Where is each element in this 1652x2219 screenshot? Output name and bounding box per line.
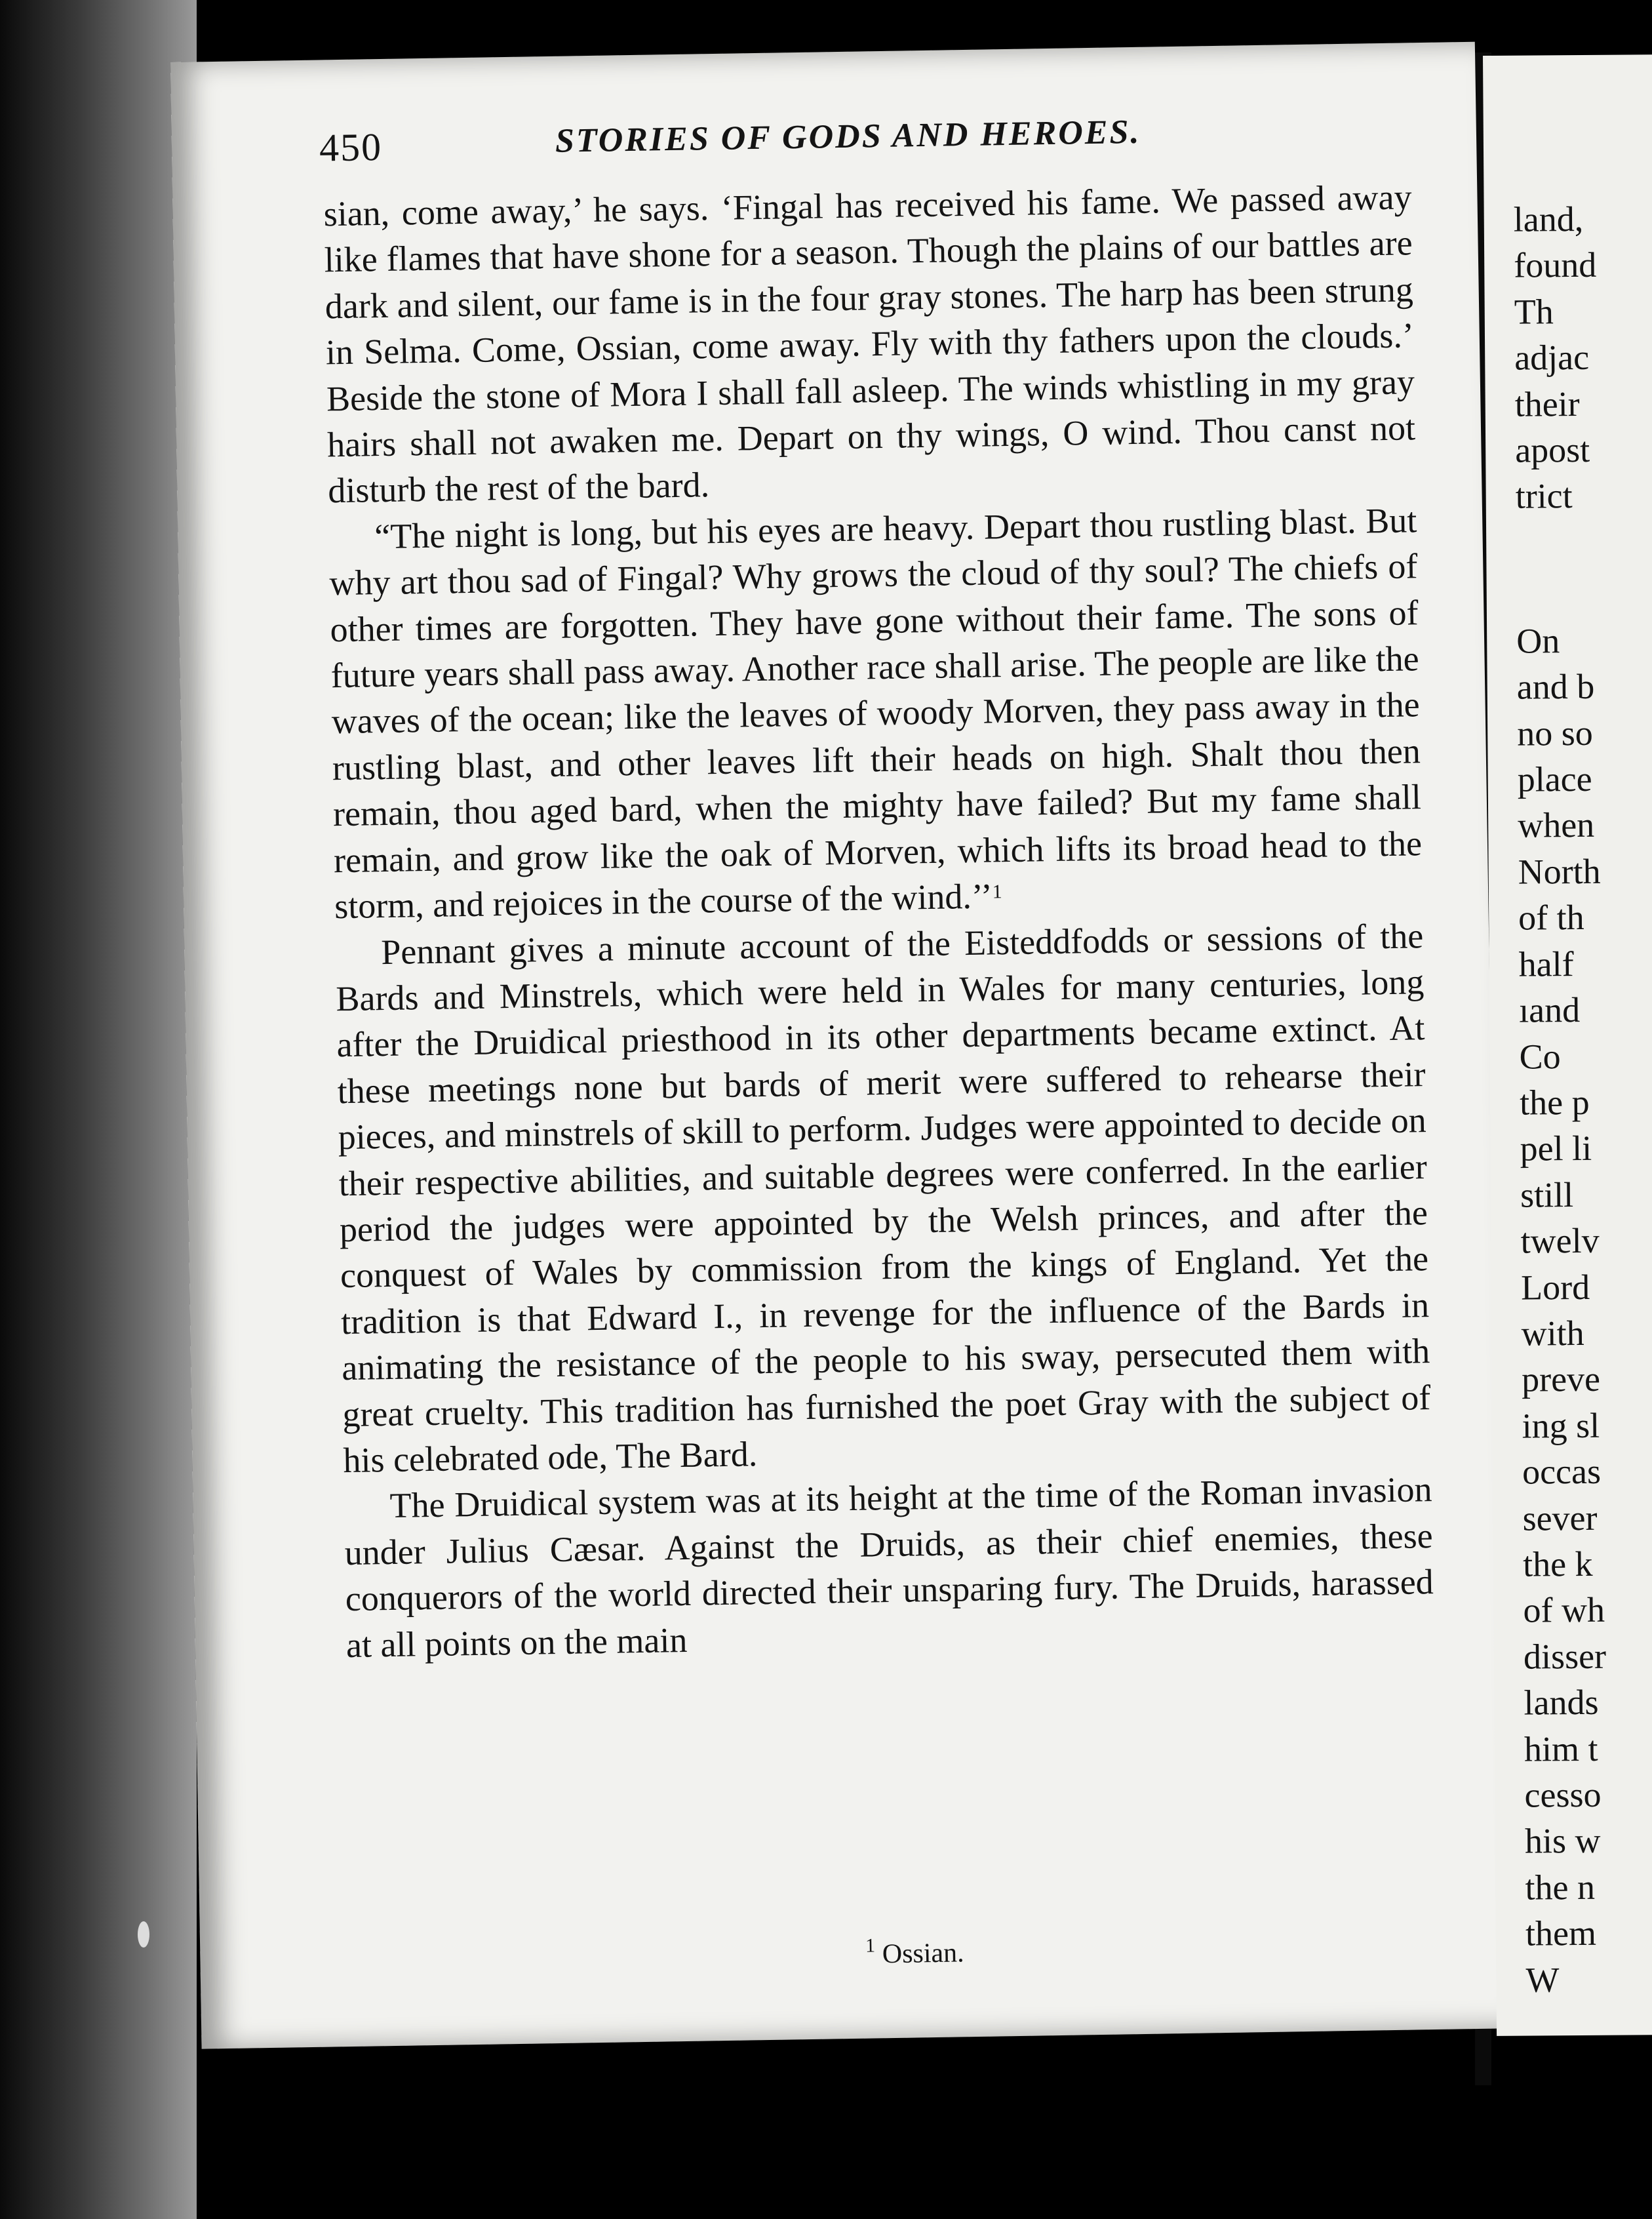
paragraph: sian, come away,’ he says. ‘Fingal has received his fame. We passed away like flames that have shone for a season. Though the plains of our battles are dark and silent, our fame is in the four gray stones. The harp has been strung in Selma. Come, Ossian, come away. Fly with thy fathers upon the clouds.’ Beside the stone of Mora I shall fall asleep. The winds whistling in my gray hairs shall not awaken me. Depart on thy wings, O wind. Thou canst not disturb the rest of the bard. [323,177,1416,511]
paragraph: Pennant gives a minute account of the Eisteddfodds or sessions of the Bards and Minstrels, which were held in Wales for many centuries, long after the Druidical priesthood in its other departments became extinct. At these meetings none but bards of merit were suffered to rehearse their pieces, and minstrels of skill to perform. Judges were appointed to decide on their respective abilities, and suitable degrees were conferred. In the earlier period the judges were appointed by the Welsh princes, and after the conquest of Wales by commission from the kings of England. Yet the tradition is that Edward I., in revenge for the influence of the Bards in animating the resistance of the people to his sway, persecuted them with great cruelty. This tradition has furnished the poet Gray with the subject of his celebrated ode, The Bard. [335,915,1431,1481]
page-number: 450 [319,125,383,170]
footnote-marker: 1 [992,881,1002,903]
right-line: and b [1516,667,1595,707]
right-line: him t [1524,1729,1598,1769]
footnote-number: 1 [865,1934,876,1957]
right-line: their [1514,384,1580,424]
right-line: Lord [1520,1267,1590,1308]
right-line: trict [1515,476,1573,517]
right-line: lands [1524,1683,1599,1723]
section-gap [1516,519,1652,618]
right-line: pel li [1520,1129,1592,1169]
right-line: disser [1523,1636,1607,1677]
right-line: ıand [1518,990,1581,1030]
right-line: of th [1518,898,1584,938]
right-line: the n [1525,1867,1596,1908]
footnote-text: Ossian. [882,1938,964,1970]
paragraph-text: “The night is long, but his eyes are heavy. Depart thou rustling blast. But why art thou sad of Fingal? Why grows the cloud of thy soul? The chiefs of other times are forgotten. They have gone without their fame. The sons of future years shall pass away. Another race shall arise. The people are like the waves of the ocean; like the leaves of woody Morven, they pass away in the rustling blast, and other leaves lift their heads on high. Shalt thou then remain, thou aged bard, when the mighty have failed? But my fame shall remain, and grow like the oak of Morven, which lifts its broad head to the storm, and rejoices in the course of the wind.’’ [329,500,1423,927]
right-line: his w [1524,1821,1601,1862]
right-line: no so [1517,713,1593,753]
running-title: STORIES OF GODS AND HEROES. [555,113,1141,160]
right-line: preve [1521,1359,1601,1399]
paragraph [328,497,1423,930]
right-line: Th [1514,292,1554,332]
book-spine-shadow [0,0,197,2219]
right-line: W [1525,1959,1560,2000]
right-line: North [1518,851,1601,892]
right-line: them [1525,1913,1597,1953]
right-line: land, [1513,199,1584,239]
scan-speck [138,1921,149,1948]
right-line: twelv [1520,1220,1600,1261]
right-line: place [1517,759,1592,799]
paragraph: The Druidical system was at its height at the time of the Roman invasion under Julius Cæsar. Against the Druids, as their chief enemies, these conquerors of the world directed their unsparing fury. The Druids, harassed at all points on the main [344,1469,1434,1665]
right-line: the p [1519,1082,1590,1123]
right-line: adjac [1514,338,1590,378]
right-line: apost [1514,430,1590,470]
right-line: found [1514,245,1597,286]
right-line: cesso [1524,1774,1602,1815]
right-line: On [1516,621,1560,661]
right-line: the k [1522,1544,1593,1584]
body-text [323,174,1434,1668]
right-line: occas [1522,1451,1602,1492]
page-header [319,109,1369,184]
footnote [370,1929,1459,1978]
right-line: when [1517,805,1595,846]
right-page-fragment [1483,54,1652,2036]
left-page [170,42,1506,2049]
right-page-lines [1513,195,1652,2003]
right-line: still [1520,1174,1574,1215]
right-line: with [1521,1313,1584,1353]
right-line: Co [1519,1036,1561,1077]
right-line: ing sl [1522,1405,1600,1446]
right-line: sever [1522,1498,1598,1538]
right-line: half [1518,944,1574,984]
right-line: of wh [1523,1590,1605,1631]
